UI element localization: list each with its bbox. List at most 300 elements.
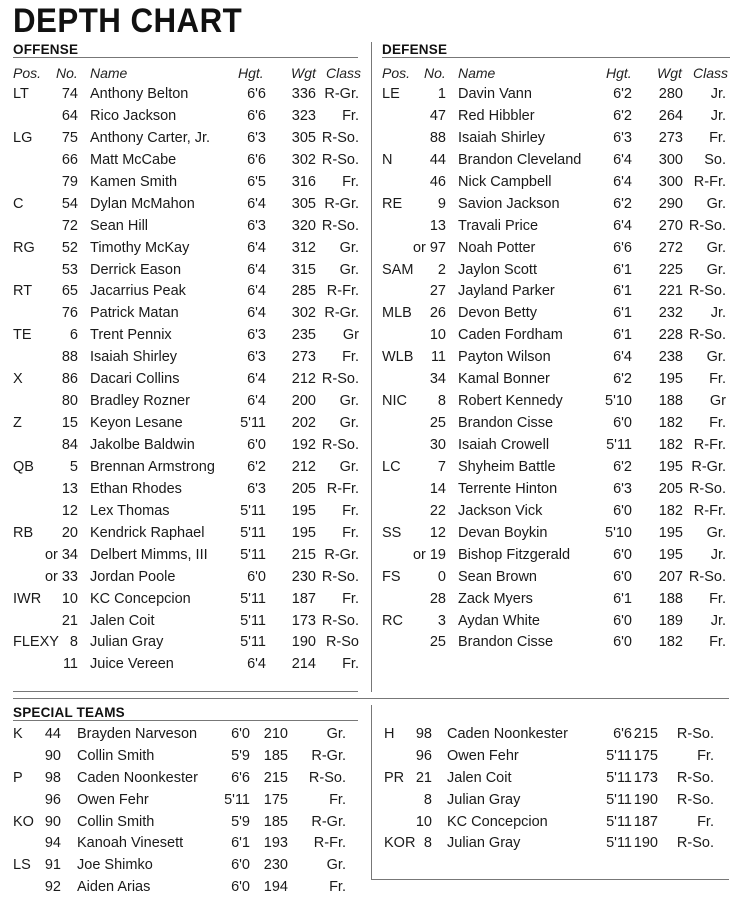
cell-wgt: 215 <box>291 546 316 563</box>
cell-wgt: 200 <box>291 393 316 410</box>
cell-hgt: 5'11 <box>606 769 632 786</box>
cell-no: 44 <box>44 726 61 742</box>
cell-pos: LG <box>13 129 33 146</box>
table-row <box>0 413 741 435</box>
cell-hgt: 6'4 <box>613 217 632 234</box>
cell-no: 96 <box>44 791 61 808</box>
cell-hgt: 5'11 <box>606 437 632 453</box>
cell-hgt: 5'11 <box>606 791 632 808</box>
cell-hgt: 6'0 <box>231 879 250 896</box>
cell-hgt: 5'11 <box>240 546 266 563</box>
offense-col-pos: Pos. <box>13 65 42 81</box>
cell-no: 46 <box>429 173 446 190</box>
cell-pos: QB <box>13 458 34 475</box>
defense-col-class: Class <box>693 65 729 81</box>
cell-class: R-So. <box>321 568 359 585</box>
special-teams-heading-rule <box>13 720 358 721</box>
defense-divider <box>382 57 730 58</box>
cell-name: Isaiah Shirley <box>90 349 178 366</box>
cell-no: 13 <box>61 480 78 497</box>
cell-no: 15 <box>61 415 78 432</box>
cell-wgt: 182 <box>658 502 683 519</box>
cell-hgt: 5'11 <box>240 590 266 607</box>
page-title: DEPTH CHART <box>13 2 243 40</box>
cell-pos: SAM <box>382 261 414 278</box>
cell-no: 28 <box>429 590 446 607</box>
cell-class: R-So. <box>321 151 359 168</box>
cell-name: Rico Jackson <box>90 107 177 124</box>
table-row <box>0 84 741 106</box>
cell-wgt: 320 <box>291 217 316 234</box>
cell-name: Derrick Eason <box>90 261 182 278</box>
cell-hgt: 6'0 <box>613 634 632 651</box>
cell-name: Noah Potter <box>458 239 536 256</box>
cell-no: or 34 <box>44 546 78 563</box>
cell-wgt: 182 <box>658 415 683 432</box>
cell-pos: LE <box>382 86 400 102</box>
cell-class: R-So. <box>688 283 726 300</box>
table-row <box>0 457 741 479</box>
cell-hgt: 5'9 <box>231 747 250 764</box>
cell-name: Lex Thomas <box>90 502 170 519</box>
cell-name: Owen Fehr <box>77 791 149 808</box>
cell-wgt: 315 <box>291 261 316 278</box>
cell-name: Kanoah Vinesett <box>77 835 184 852</box>
cell-wgt: 215 <box>263 769 288 786</box>
cell-wgt: 205 <box>291 480 316 497</box>
cell-no: 72 <box>61 217 78 234</box>
cell-no: 7 <box>437 458 446 475</box>
cell-hgt: 6'0 <box>247 437 266 453</box>
cell-wgt: 225 <box>658 261 683 278</box>
cell-pos: TE <box>13 327 32 344</box>
cell-wgt: 189 <box>658 612 683 629</box>
cell-no: 6 <box>69 327 78 344</box>
cell-hgt: 5'11 <box>606 813 632 830</box>
cell-name: Delbert Mimms, III <box>90 546 208 563</box>
cell-hgt: 6'0 <box>613 415 632 432</box>
cell-hgt: 5'9 <box>231 813 250 830</box>
table-row <box>0 106 741 128</box>
cell-name: Jayland Parker <box>458 283 555 300</box>
cell-class: Gr. <box>706 349 726 366</box>
cell-name: Caden Noonkester <box>447 726 568 742</box>
table-row <box>0 790 741 812</box>
cell-wgt: 187 <box>633 813 658 830</box>
cell-class: Fr. <box>342 524 359 541</box>
cell-name: Julian Gray <box>447 835 521 852</box>
cell-pos: RT <box>13 283 33 300</box>
cell-hgt: 6'4 <box>247 261 266 278</box>
cell-name: Collin Smith <box>77 747 155 764</box>
table-row <box>0 260 741 282</box>
cell-no: 8 <box>423 791 432 808</box>
cell-class: Jr. <box>710 107 726 124</box>
cell-hgt: 6'3 <box>247 217 266 234</box>
cell-name: Caden Noonkester <box>77 769 198 786</box>
cell-hgt: 6'6 <box>613 239 632 256</box>
cell-name: Brandon Cisse <box>458 415 554 432</box>
cell-name: Bradley Rozner <box>90 393 190 410</box>
cell-no: 84 <box>61 437 78 453</box>
cell-class: Gr. <box>706 261 726 278</box>
table-row <box>0 391 741 413</box>
cell-no: 11 <box>430 349 446 366</box>
cell-class: Gr. <box>706 239 726 256</box>
cell-hgt: 6'4 <box>247 283 266 300</box>
cell-no: 13 <box>429 217 446 234</box>
cell-class: Fr. <box>709 634 726 651</box>
cell-no: 2 <box>437 261 446 278</box>
defense-col-hgt: Hgt. <box>606 65 632 81</box>
cell-no: 88 <box>61 349 78 366</box>
cell-no: 5 <box>69 458 78 475</box>
cell-name: Owen Fehr <box>447 747 519 764</box>
cell-name: Jakolbe Baldwin <box>90 437 195 453</box>
cell-name: Trent Pennix <box>90 327 172 344</box>
cell-hgt: 5'11 <box>240 502 266 519</box>
cell-class: R-So. <box>688 327 726 344</box>
special-teams-bottom-rule <box>371 879 729 880</box>
table-row <box>0 611 741 633</box>
cell-wgt: 185 <box>263 813 288 830</box>
cell-name: Jackson Vick <box>458 502 543 519</box>
cell-wgt: 215 <box>633 726 658 742</box>
table-row <box>0 479 741 501</box>
cell-name: Anthony Belton <box>90 86 189 102</box>
cell-name: Brandon Cleveland <box>458 151 582 168</box>
cell-wgt: 272 <box>658 239 683 256</box>
cell-name: Robert Kennedy <box>458 393 563 410</box>
cell-hgt: 5'11 <box>606 835 632 852</box>
cell-no: 90 <box>44 747 61 764</box>
cell-class: Jr. <box>710 546 726 563</box>
cell-class: Fr. <box>709 415 726 432</box>
cell-class: R-So. <box>676 835 714 852</box>
cell-wgt: 195 <box>291 524 316 541</box>
cell-hgt: 6'3 <box>247 129 266 146</box>
cell-wgt: 280 <box>658 86 683 102</box>
cell-wgt: 264 <box>658 107 683 124</box>
table-row <box>0 877 371 899</box>
cell-class: Fr. <box>342 590 359 607</box>
cell-class: R-So. <box>321 612 359 629</box>
cell-wgt: 235 <box>291 327 316 344</box>
special-teams-right-table <box>0 724 741 855</box>
cell-hgt: 6'0 <box>613 612 632 629</box>
cell-name: Kendrick Raphael <box>90 524 205 541</box>
cell-name: Red Hibbler <box>458 107 535 124</box>
cell-name: Dacari Collins <box>90 371 180 388</box>
table-row <box>0 238 741 260</box>
table-row <box>0 325 741 347</box>
cell-wgt: 302 <box>291 151 316 168</box>
cell-no: 1 <box>437 86 446 102</box>
cell-hgt: 6'1 <box>613 327 632 344</box>
cell-name: Kamal Bonner <box>458 371 550 388</box>
cell-hgt: 6'2 <box>613 458 632 475</box>
cell-name: Aydan White <box>458 612 540 629</box>
cell-name: Aiden Arias <box>77 879 151 896</box>
cell-name: Kamen Smith <box>90 173 178 190</box>
cell-class: Gr. <box>326 857 346 874</box>
cell-name: Brayden Narveson <box>77 726 198 742</box>
cell-wgt: 230 <box>291 568 316 585</box>
special-teams-top-rule <box>13 698 729 699</box>
cell-wgt: 195 <box>658 371 683 388</box>
table-row <box>0 746 741 768</box>
cell-no: 21 <box>415 769 432 786</box>
cell-hgt: 6'4 <box>247 656 266 673</box>
cell-class: R-Fr. <box>693 437 726 453</box>
cell-name: Nick Campbell <box>458 173 552 190</box>
cell-hgt: 6'4 <box>613 151 632 168</box>
cell-hgt: 5'11 <box>240 524 266 541</box>
cell-wgt: 173 <box>633 769 658 786</box>
cell-wgt: 193 <box>263 835 288 852</box>
cell-class: Fr. <box>342 107 359 124</box>
cell-class: Fr. <box>342 656 359 673</box>
cell-name: Shyheim Battle <box>458 458 556 475</box>
cell-class: R-Gr. <box>324 195 359 212</box>
cell-no: 10 <box>429 327 446 344</box>
cell-pos: P <box>13 769 23 786</box>
offense-divider <box>13 57 358 58</box>
cell-class: Gr. <box>706 195 726 212</box>
cell-wgt: 190 <box>291 634 316 651</box>
cell-no: 53 <box>61 261 78 278</box>
cell-class: Gr. <box>339 239 359 256</box>
cell-no: 91 <box>44 857 61 874</box>
cell-no: or 33 <box>44 568 78 585</box>
cell-name: Zack Myers <box>458 590 533 607</box>
cell-no: or 97 <box>412 239 446 256</box>
cell-hgt: 6'2 <box>613 107 632 124</box>
cell-class: Gr <box>709 393 726 410</box>
cell-wgt: 300 <box>658 151 683 168</box>
cell-no: 52 <box>61 239 78 256</box>
cell-no: 27 <box>429 283 446 300</box>
table-row <box>0 281 741 303</box>
cell-pos: N <box>382 151 393 168</box>
cell-name: Devon Betty <box>458 305 537 322</box>
defense-col-name: Name <box>458 65 496 81</box>
cell-class: Gr. <box>339 261 359 278</box>
cell-pos: WLB <box>382 349 414 366</box>
cell-no: 3 <box>437 612 446 629</box>
cell-class: R-Fr. <box>693 502 726 519</box>
cell-class: R-So. <box>676 791 714 808</box>
cell-name: Caden Fordham <box>458 327 563 344</box>
cell-hgt: 6'6 <box>247 151 266 168</box>
cell-wgt: 273 <box>291 349 316 366</box>
cell-pos: H <box>384 726 395 742</box>
cell-class: Fr. <box>342 349 359 366</box>
cell-class: Fr. <box>697 813 714 830</box>
cell-wgt: 195 <box>658 524 683 541</box>
offense-col-no: No. <box>56 65 78 81</box>
cell-name: Matt McCabe <box>90 151 177 168</box>
cell-wgt: 232 <box>658 305 683 322</box>
cell-hgt: 6'1 <box>231 835 250 852</box>
cell-no: 92 <box>44 879 61 896</box>
cell-wgt: 188 <box>658 590 683 607</box>
cell-no: 26 <box>429 305 446 322</box>
cell-no: 14 <box>429 480 446 497</box>
cell-no: 86 <box>61 371 78 388</box>
cell-hgt: 6'3 <box>247 327 266 344</box>
cell-wgt: 187 <box>291 590 316 607</box>
cell-hgt: 6'1 <box>613 261 632 278</box>
cell-no: 34 <box>429 371 446 388</box>
offense-col-class: Class <box>326 65 362 81</box>
cell-no: 88 <box>429 129 446 146</box>
defense-table <box>0 84 741 654</box>
cell-no: 30 <box>429 437 446 453</box>
cell-no: 12 <box>61 502 78 519</box>
cell-no: 65 <box>61 283 78 300</box>
cell-class: R-So. <box>308 769 346 786</box>
cell-pos: RE <box>382 195 403 212</box>
cell-name: Davin Vann <box>458 86 532 102</box>
cell-class: R-So. <box>688 480 726 497</box>
cell-hgt: 5'11 <box>224 791 250 808</box>
cell-wgt: 312 <box>291 239 316 256</box>
cell-pos: RB <box>13 524 34 541</box>
cell-class: R-So. <box>676 769 714 786</box>
table-row <box>0 523 741 545</box>
cell-wgt: 305 <box>291 195 316 212</box>
cell-class: R-So <box>325 634 359 651</box>
cell-hgt: 5'11 <box>240 634 266 651</box>
cell-name: Patrick Matan <box>90 305 179 322</box>
table-row <box>0 435 741 457</box>
cell-class: R-Gr. <box>324 305 359 322</box>
offense-col-hgt: Hgt. <box>238 65 264 81</box>
defense-heading: DEFENSE <box>382 42 448 57</box>
cell-no: 21 <box>61 612 78 629</box>
offense-col-name: Name <box>90 65 128 81</box>
cell-name: Isaiah Shirley <box>458 129 546 146</box>
cell-wgt: 205 <box>658 480 683 497</box>
cell-name: Juice Vereen <box>90 656 174 673</box>
cell-class: Gr. <box>326 726 346 742</box>
cell-pos: LT <box>13 86 29 102</box>
cell-pos: RC <box>382 612 403 629</box>
cell-hgt: 6'6 <box>231 769 250 786</box>
cell-hgt: 6'0 <box>231 857 250 874</box>
cell-pos: K <box>13 726 23 742</box>
cell-wgt: 221 <box>658 283 683 300</box>
cell-pos: NIC <box>382 393 407 410</box>
cell-pos: SS <box>382 524 402 541</box>
offense-bottom-rule <box>13 691 358 692</box>
cell-no: 9 <box>437 195 446 212</box>
cell-pos: LC <box>382 458 401 475</box>
cell-pos: FLEXY <box>13 634 59 651</box>
cell-wgt: 230 <box>263 857 288 874</box>
table-row <box>0 194 741 216</box>
cell-no: 20 <box>61 524 78 541</box>
cell-name: Julian Gray <box>90 634 164 651</box>
cell-no: 79 <box>61 173 78 190</box>
cell-class: Gr. <box>339 393 359 410</box>
cell-wgt: 190 <box>633 835 658 852</box>
cell-pos: MLB <box>382 305 412 322</box>
cell-name: Anthony Carter, Jr. <box>90 129 211 146</box>
cell-name: Jacarrius Peak <box>90 283 186 300</box>
table-row <box>0 724 741 746</box>
cell-no: 76 <box>61 305 78 322</box>
cell-class: R-So. <box>688 217 726 234</box>
table-row <box>0 303 741 325</box>
cell-name: Keyon Lesane <box>90 415 183 432</box>
cell-no: 75 <box>61 129 78 146</box>
cell-name: Savion Jackson <box>458 195 560 212</box>
cell-no: 8 <box>69 634 78 651</box>
cell-class: Fr. <box>329 879 346 896</box>
cell-wgt: 214 <box>291 656 316 673</box>
cell-wgt: 173 <box>291 612 316 629</box>
cell-class: R-Gr. <box>691 458 726 475</box>
cell-no: 66 <box>61 151 78 168</box>
cell-name: Travali Price <box>458 217 539 234</box>
cell-hgt: 6'6 <box>247 107 266 124</box>
cell-wgt: 302 <box>291 305 316 322</box>
cell-no: 64 <box>61 107 78 124</box>
cell-class: So. <box>704 151 726 168</box>
table-row <box>0 501 741 523</box>
cell-name: Bishop Fitzgerald <box>458 546 571 563</box>
cell-no: 11 <box>62 656 78 673</box>
cell-pos: C <box>13 195 24 212</box>
special-teams-heading: SPECIAL TEAMS <box>13 705 125 720</box>
cell-no: 74 <box>61 86 78 102</box>
cell-hgt: 6'6 <box>613 726 632 742</box>
cell-name: KC Concepcion <box>90 590 191 607</box>
cell-no: 10 <box>415 813 432 830</box>
cell-name: Jalen Coit <box>90 612 155 629</box>
table-row <box>0 216 741 238</box>
cell-wgt: 182 <box>658 437 683 453</box>
cell-pos: LS <box>13 857 31 874</box>
table-row <box>0 128 741 150</box>
cell-wgt: 305 <box>291 129 316 146</box>
cell-class: Jr. <box>710 612 726 629</box>
cell-wgt: 323 <box>291 107 316 124</box>
cell-hgt: 6'4 <box>613 349 632 366</box>
cell-name: Jaylon Scott <box>458 261 537 278</box>
table-row <box>0 654 371 676</box>
cell-hgt: 6'4 <box>247 393 266 410</box>
cell-class: Gr <box>342 327 359 344</box>
cell-wgt: 316 <box>291 173 316 190</box>
cell-class: R-Fr. <box>313 835 346 852</box>
cell-hgt: 6'1 <box>613 590 632 607</box>
cell-pos: PR <box>384 769 405 786</box>
cell-class: Gr. <box>706 524 726 541</box>
cell-name: Julian Gray <box>447 791 521 808</box>
cell-hgt: 6'0 <box>613 502 632 519</box>
cell-name: Ethan Rhodes <box>90 480 182 497</box>
cell-class: R-So. <box>676 726 714 742</box>
cell-hgt: 6'4 <box>247 371 266 388</box>
cell-hgt: 6'4 <box>613 173 632 190</box>
cell-class: R-Gr. <box>311 747 346 764</box>
table-row <box>0 545 741 567</box>
cell-wgt: 210 <box>263 726 288 742</box>
cell-hgt: 6'2 <box>613 195 632 212</box>
